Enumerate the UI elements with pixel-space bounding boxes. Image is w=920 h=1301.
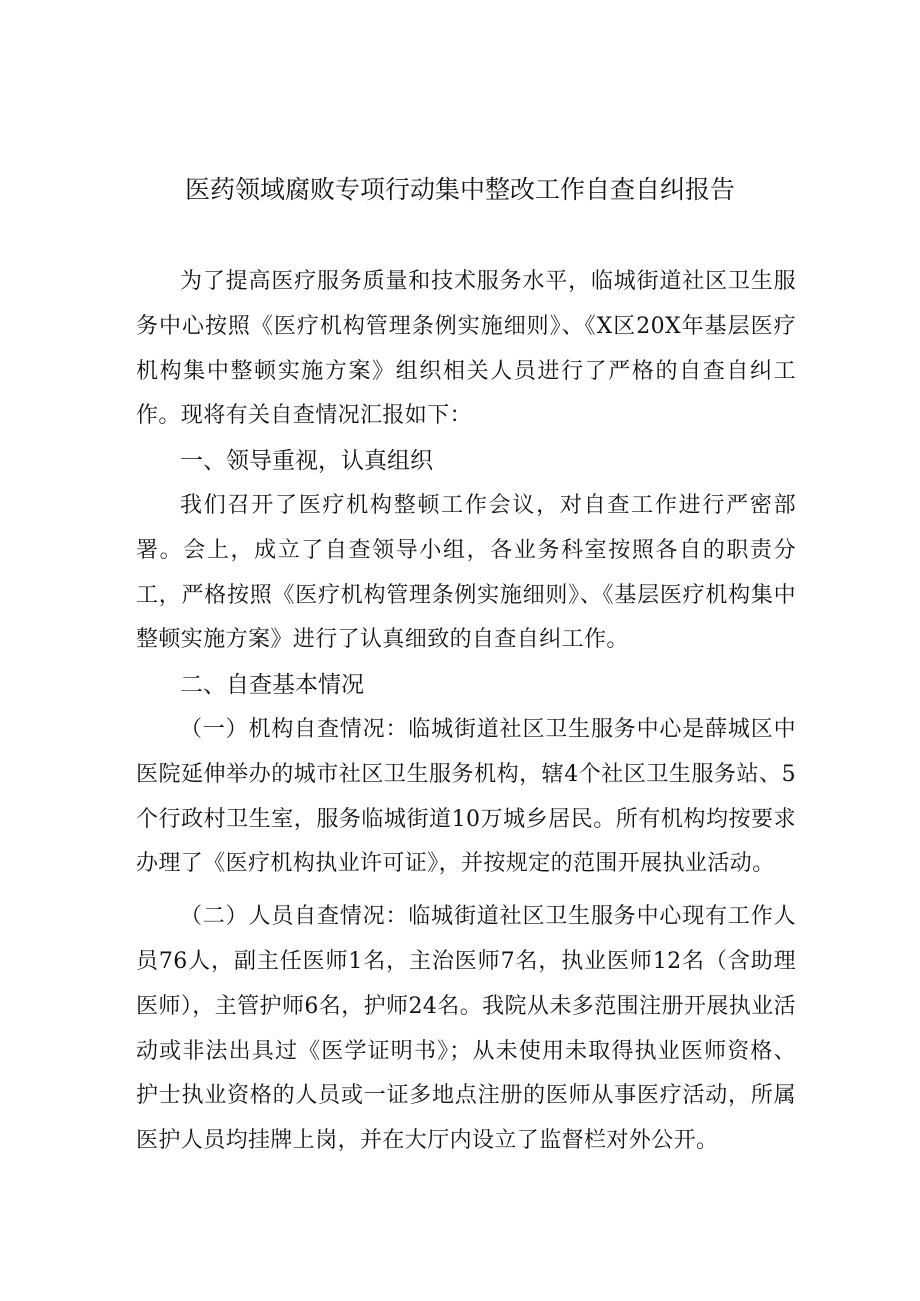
section-1-paragraph: 我们召开了医疗机构整顿工作会议，对自查工作进行严密部署。会上，成立了自查领导小组，各业务科室按照各自的职责分工，严格按照《医疗机构管理条例实施细则》、《基层医疗机构集中整顿实施方案》进行了认真细致的自查自纠工作。: [136, 492, 796, 653]
intro-paragraph: 为了提高医疗服务质量和技术服务水平，临城街道社区卫生服务中心按照《医疗机构管理条例实施细则》、《X区20X年基层医疗机构集中整顿实施方案》组织相关人员进行了严格的自查自纠工作。现将有关自查情况汇报如下：: [136, 269, 796, 429]
section-2-item-1-paragraph: （一）机构自查情况：临城街道社区卫生服务中心是薛城区中医院延伸举办的城市社区卫生服务机构，辖4个社区卫生服务站、5个行政村卫生室，服务临城街道10万城乡居民。所有机构均按要求办理了《医疗机构执业许可证》，并按规定的范围开展执业活动。: [136, 716, 796, 877]
paragraph-spacer: [136, 887, 796, 895]
document-body: [136, 260, 796, 1164]
section-2-item-2-paragraph: （二）人员自查情况：临城街道社区卫生服务中心现有工作人员76人，副主任医师1名，主治医师7名，执业医师12名（含助理医师），主管护师6名，护师24名。我院从未多范围注册开展执业活动或非法出具过《医学证明书》；从未使用未取得执业医师资格、护士执业资格的人员或一证多地点注册的医师从事医疗活动，所属医护人员均挂牌上岗，并在大厅内设立了监督栏对外公开。: [136, 904, 796, 1154]
section-1-heading: 一、领导重视，认真组织: [180, 448, 433, 475]
document-title: 医药领域腐败专项行动集中整改工作自查自纠报告: [184, 175, 735, 204]
section-2-heading: 二、自查基本情况: [180, 672, 364, 699]
